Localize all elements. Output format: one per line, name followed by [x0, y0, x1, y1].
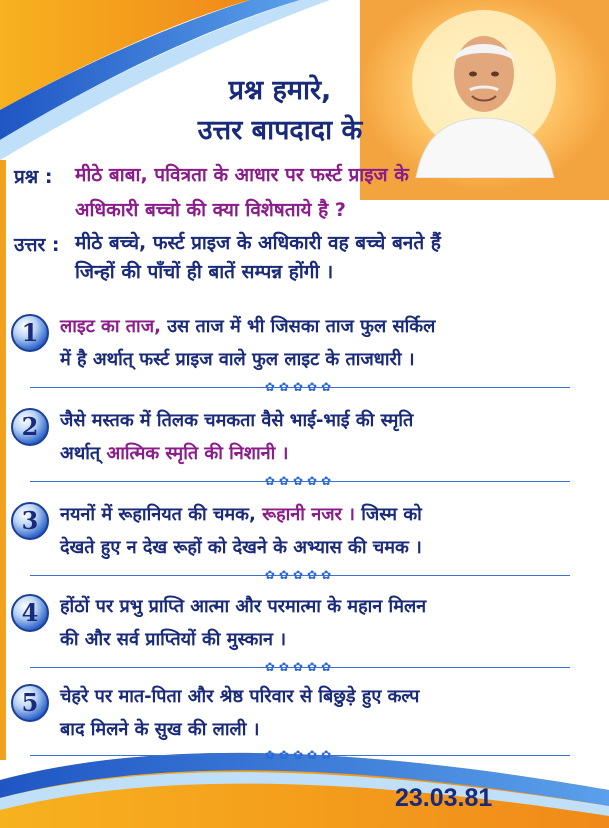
- point-3-line-1: नयनों में रूहानियत की चमक,: [60, 504, 263, 525]
- point-2: [8, 404, 598, 474]
- point-5-line-2: बाद मिलने के सुख की लाली ।: [60, 719, 260, 740]
- answer-line-2: जिन्हों की पाँचों ही बातें सम्पन्न होंगी ।: [75, 261, 334, 283]
- flower-icons: ✿✿✿✿✿: [264, 568, 336, 582]
- point-1-highlight: लाइट का ताज,: [60, 316, 161, 337]
- point-5-line-1: चेहरे पर मात-पिता और श्रेष्ठ परिवार से बिछुड़े हुए कल्प: [60, 686, 420, 707]
- point-3-text: [60, 498, 595, 564]
- point-4: [8, 590, 598, 660]
- date-label: 23.03.81: [395, 784, 493, 812]
- flower-icons: ✿✿✿✿✿: [264, 380, 336, 394]
- point-4-text: [60, 590, 595, 656]
- number-badge-2: 2: [11, 408, 49, 446]
- question-line-1: मीठे बाबा, पवित्रता के आधार पर फर्स्ट प्राइज के: [75, 164, 409, 186]
- point-1-line-2: में है अर्थात् फर्स्ट प्राइज वाले फुल लाइट के ताजधारी ।: [60, 349, 415, 370]
- divider-4: [30, 662, 570, 674]
- flower-icons: ✿✿✿✿✿: [264, 660, 336, 674]
- point-2-line-2: अर्थात्: [60, 443, 107, 464]
- number-badge-4: 4: [11, 594, 49, 632]
- flower-icons: ✿✿✿✿✿: [264, 748, 336, 762]
- divider-5: [30, 750, 570, 762]
- number-badge-5: 5: [11, 684, 49, 722]
- point-3-line-2: देखते हुए न देख रूहों को देखने के अभ्यास की चमक ।: [60, 537, 422, 558]
- point-2-highlight: आत्मिक स्मृति की निशानी ।: [106, 443, 289, 464]
- title-line-2: उत्तर बापदादा के: [197, 115, 363, 146]
- point-3-highlight: रूहानी नजर ।: [262, 504, 355, 525]
- point-3-line-1-tail: जिस्म को: [355, 504, 422, 525]
- divider-3: [30, 570, 570, 582]
- question-line-2: अधिकारी बच्चो की क्या विशेषताये है ?: [75, 199, 346, 221]
- point-2-text: [60, 404, 595, 470]
- point-1-line-1: उस ताज में भी जिसका ताज फुल सर्किल: [160, 316, 436, 337]
- point-4-line-2: की और सर्व प्राप्तियों की मुस्कान ।: [60, 629, 287, 650]
- number-badge-3: 3: [11, 502, 49, 540]
- point-3: [8, 498, 598, 568]
- question-label: प्रश्न :: [14, 166, 53, 188]
- title-line-1: प्रश्न हमारे,: [228, 75, 332, 106]
- point-1-text: [60, 310, 595, 376]
- answer-label: उत्तर :: [14, 234, 60, 256]
- flower-icons: ✿✿✿✿✿: [264, 474, 336, 488]
- divider-2: [30, 476, 570, 488]
- number-badge-1: 1: [11, 314, 49, 352]
- point-4-line-1: होंठों पर प्रभु प्राप्ति आत्मा और परमात्मा के महान मिलन: [60, 596, 427, 617]
- point-5-text: [60, 680, 595, 746]
- answer-line-1: मीठे बच्चे, फर्स्ट प्राइज के अधिकारी वह बच्चे बनते हैं: [75, 232, 441, 254]
- point-5: [8, 680, 598, 750]
- point-1: [8, 310, 598, 380]
- point-2-line-1: जैसे मस्तक में तिलक चमकता वैसे भाई-भाई की स्मृति: [60, 410, 414, 431]
- divider-1: [30, 382, 570, 394]
